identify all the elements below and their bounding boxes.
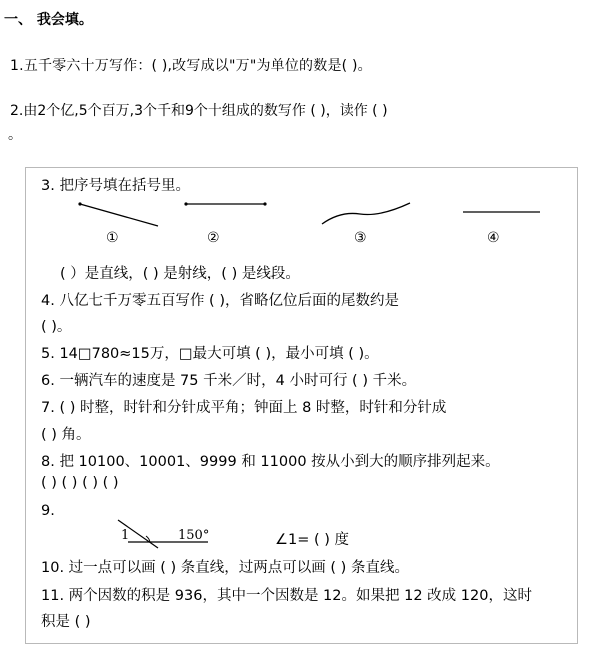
question-10: 10. 过一点可以画 ( ) 条直线，过两点可以画 ( ) 条直线。 xyxy=(41,560,409,576)
line-figures xyxy=(60,195,580,255)
question-1: 1.五千零六十万写作：( ),改写成以"万"为单位的数是( )。 xyxy=(10,58,372,74)
figure-3-curve xyxy=(322,203,410,224)
angle-value-label: 150° xyxy=(178,528,210,543)
question-11-line-2: 积是 ( ) xyxy=(41,614,91,630)
question-5: 5. 14□780≈15万，□最大可填 ( )，最小可填 ( )。 xyxy=(41,346,379,362)
question-6: 6. 一辆汽车的速度是 75 千米／时，4 小时可行 ( ) 千米。 xyxy=(41,373,417,389)
figure-1-segment-endpoint xyxy=(78,202,158,226)
figure-label-3: ③ xyxy=(354,230,367,246)
question-7-line-2: ( ) 角。 xyxy=(41,427,91,443)
figure-label-1: ① xyxy=(106,230,119,246)
figure-2-segment xyxy=(184,202,266,205)
question-2-line-1: 2.由2个亿,5个百万,3个千和9个十组成的数写作 ( )，读作 ( ) xyxy=(10,103,388,119)
question-2-line-2: 。 xyxy=(8,127,22,143)
section-heading: 一、 我会填。 xyxy=(4,12,93,28)
question-7-line-1: 7. ( ) 时整，时针和分针成平角；钟面上 8 时整，时针和分针成 xyxy=(41,400,447,416)
question-4-line-2: ( )。 xyxy=(41,319,72,335)
question-8-line-1: 8. 把 10100、10001、9999 和 11000 按从小到大的顺序排列起来。 xyxy=(41,454,500,470)
question-4-line-1: 4. 八亿七千万零五百写作 ( )，省略亿位后面的尾数约是 xyxy=(41,293,399,309)
figure-label-4: ④ xyxy=(487,230,500,246)
question-9-answer: ∠1= ( ) 度 xyxy=(275,532,350,548)
question-3-answers: ( ）是直线，( ) 是射线，( ) 是线段。 xyxy=(60,266,300,282)
angle-one-label: 1 xyxy=(121,528,130,543)
question-11-line-1: 11. 两个因数的积是 936，其中一个因数是 12。如果把 12 改成 120，这时 xyxy=(41,588,532,604)
question-8-line-2: ( ) ( ) ( ) ( ) xyxy=(41,475,119,491)
question-9-number: 9. xyxy=(41,503,55,519)
figure-label-2: ② xyxy=(207,230,220,246)
question-3-title: 3. 把序号填在括号里。 xyxy=(41,178,190,194)
